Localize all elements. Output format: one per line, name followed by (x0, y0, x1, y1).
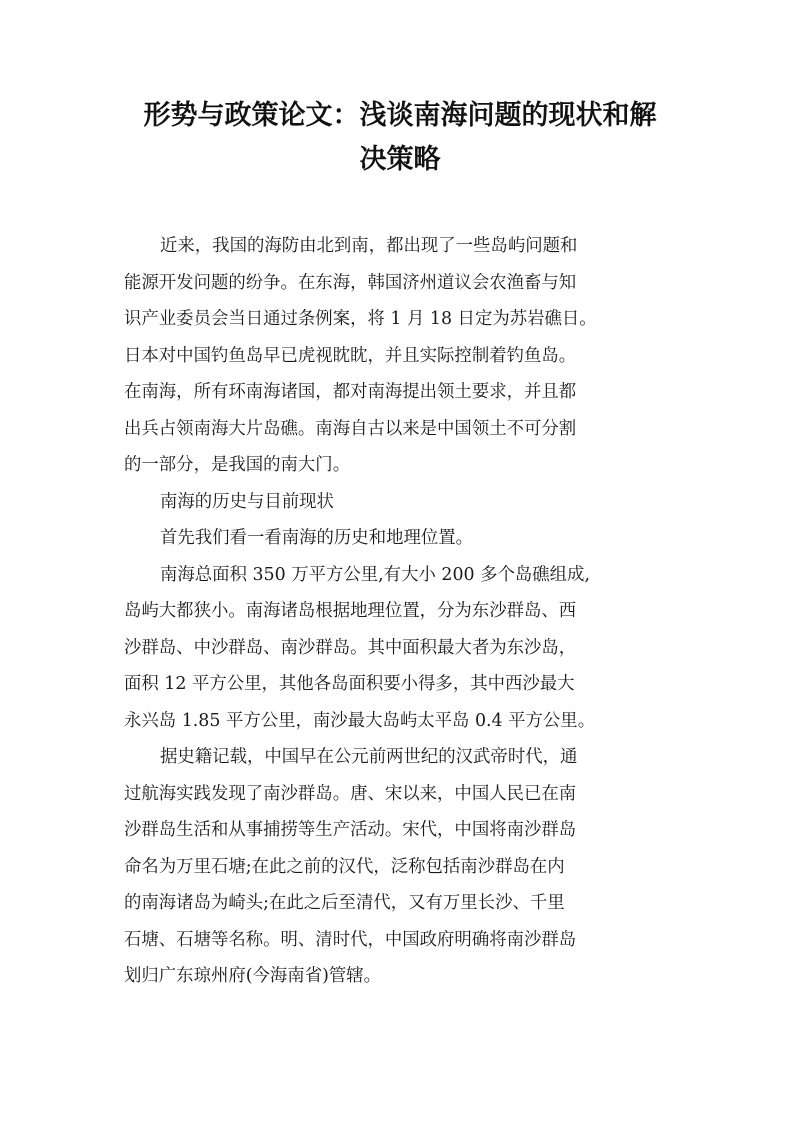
text-line: 面积 12 平方公里，其他各岛面积要小得多，其中西沙最大 (124, 674, 575, 694)
title-line: 形势与政策论文：浅谈南海问题的现状和解 (143, 100, 657, 131)
section-heading (124, 484, 686, 521)
text-line: 南海的历史与目前现状 (160, 491, 334, 512)
text-line: 过航海实践发现了南沙群岛。唐、宋以来，中国人民已在南 (124, 783, 577, 804)
paragraph (124, 557, 686, 740)
text-line: 能源开发问题的纷争。在东海，韩国济州道议会农渔畜与知 (124, 272, 577, 293)
text-line: 沙群岛、中沙群岛、南沙群岛。其中面积最大者为东沙岛， (124, 637, 577, 658)
text-line: 近来，我国的海防由北到南，都出现了一些岛屿问题和 (160, 236, 578, 256)
text-line: 南海总面积 350 万平方公里,有大小 200 多个岛礁组成, (160, 564, 590, 585)
text-line: 石塘、石塘等名称。明、清时代，中国政府明确将南沙群岛 (124, 929, 577, 950)
paragraph-intro (124, 228, 686, 484)
text-line: 命名为万里石塘;在此之前的汉代，泛称包括南沙群岛在内 (124, 856, 565, 877)
text-line: 划归广东琼州府(今海南省)管辖。 (124, 966, 382, 986)
text-line: 沙群岛生活和从事捕捞等生产活动。宋代，中国将南沙群岛 (124, 820, 577, 840)
page-title (110, 94, 690, 182)
paragraph (124, 739, 686, 995)
text-line: 据史籍记载，中国早在公元前两世纪的汉武帝时代，通 (160, 747, 578, 767)
text-line: 首先我们看一看南海的历史和地理位置。 (160, 528, 474, 548)
text-line: 的南海诸岛为崎头;在此之后至清代，又有万里长沙、千里 (124, 893, 565, 913)
text-line: 在南海，所有环南海诸国，都对南海提出领土要求，并且都 (124, 382, 577, 402)
text-line: 岛屿大都狭小。南海诸岛根据地理位置，分为东沙群岛、西 (124, 601, 577, 621)
text-line: 的一部分，是我国的南大门。 (124, 455, 351, 475)
title-line: 决策略 (359, 144, 441, 175)
paragraph (124, 520, 686, 557)
document-body (124, 228, 686, 995)
text-line: 识产业委员会当日通过条例案，将 1 月 18 日定为苏岩礁日。 (124, 309, 597, 329)
text-line: 永兴岛 1.85 平方公里，南沙最大岛屿太平岛 0.4 平方公里。 (124, 710, 596, 731)
text-line: 出兵占领南海大片岛礁。南海自古以来是中国领土不可分割 (124, 418, 577, 439)
text-line: 日本对中国钓鱼岛早已虎视眈眈，并且实际控制着钓鱼岛。 (124, 345, 577, 366)
